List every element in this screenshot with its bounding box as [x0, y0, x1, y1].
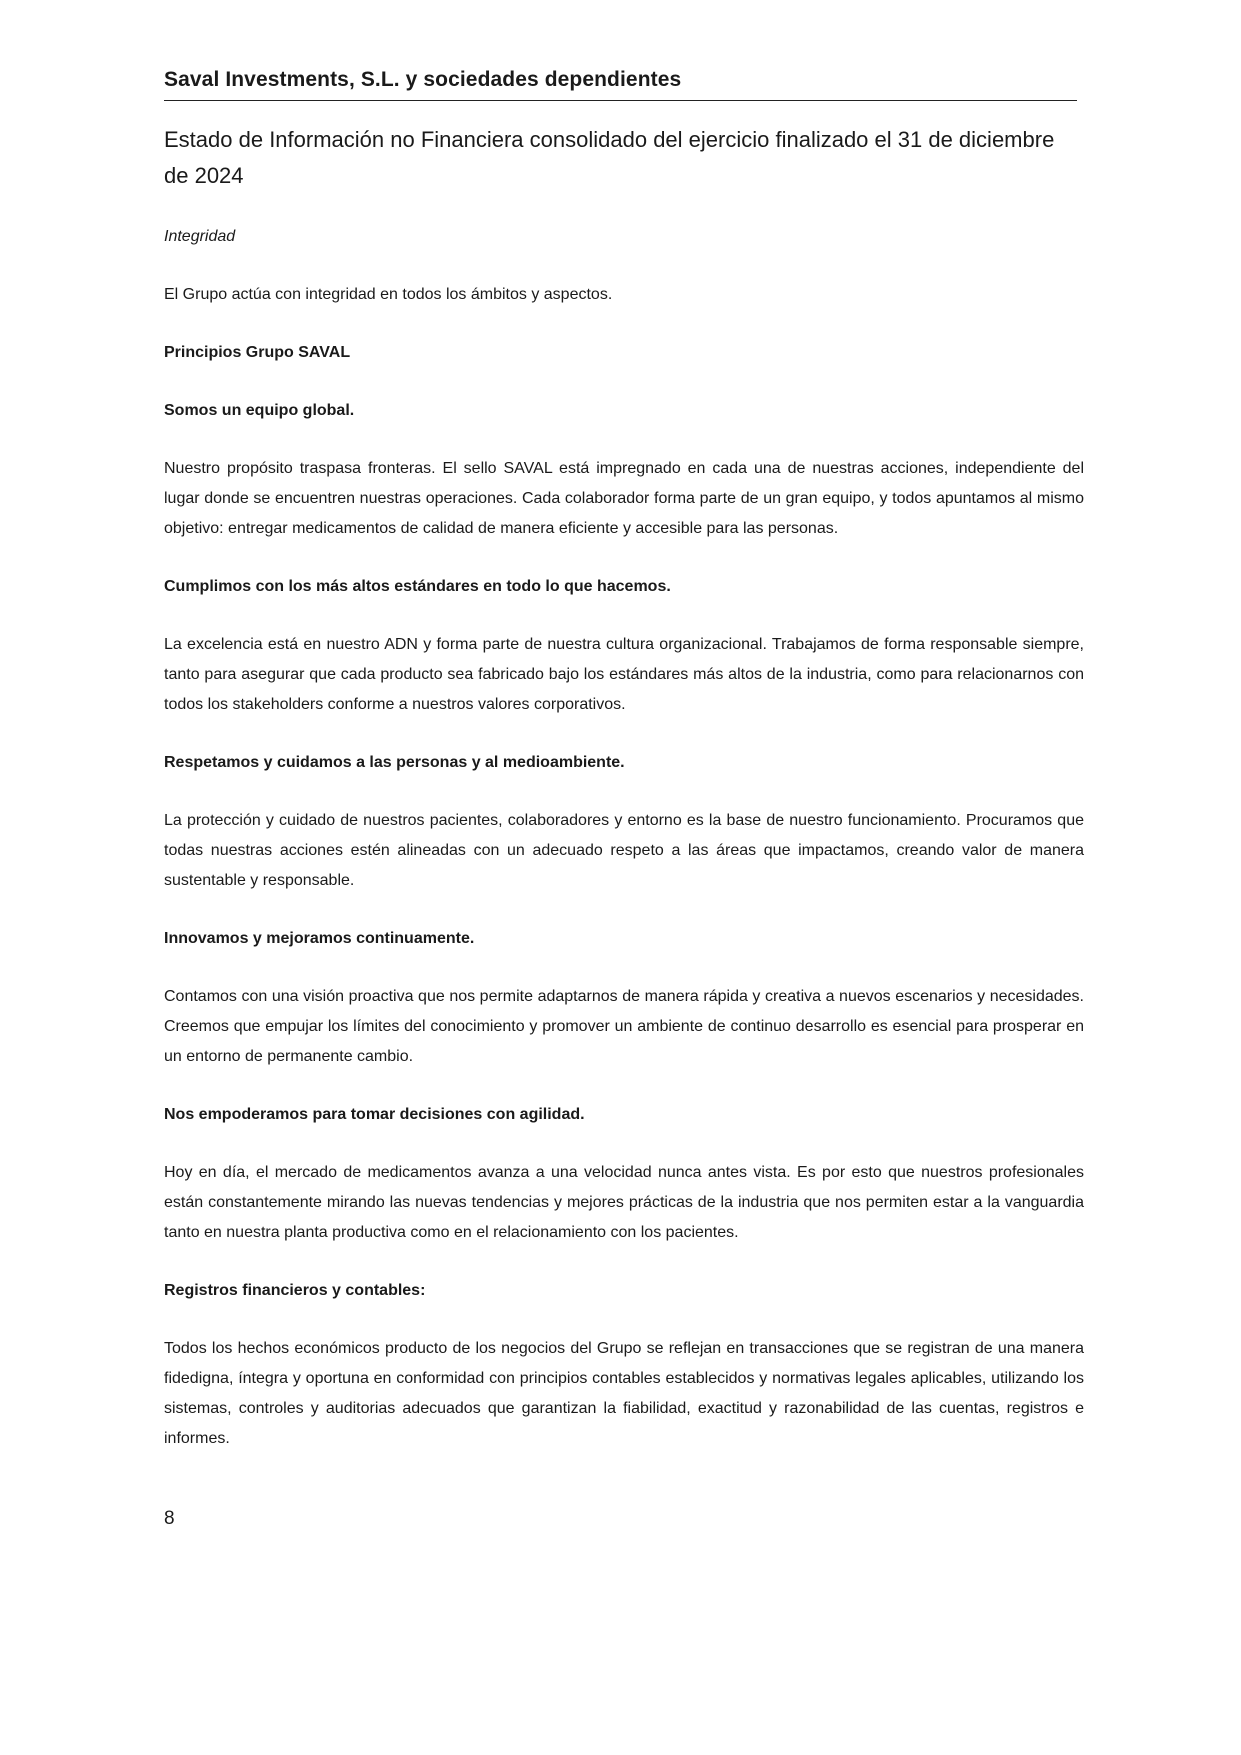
section-label: Integridad — [164, 228, 236, 245]
principle-body: Contamos con una visión proactiva que nos permite adaptarnos de manera rápida y creativa a nuevos escenarios y necesidades. Creemos que empujar los límites del conocimiento y promover un ambiente de continuo desarrollo es esencial para prosperar en un entorno de permanente cambio. — [164, 988, 1084, 1065]
principle-body: La excelencia está en nuestro ADN y forma parte de nuestra cultura organizacional. Trabajamos de forma responsable siempre, tanto para asegurar que cada producto sea fabricado bajo los estándares más altos de la industria, como para relacionarnos con todos los stakeholders conforme a nuestros valores corporativos. — [164, 636, 1084, 713]
document-title: Estado de Información no Financiera consolidado del ejercicio finalizado el 31 de diciembre de 2024 — [164, 127, 1055, 188]
principle-body: Todos los hechos económicos producto de los negocios del Grupo se reflejan en transacciones que se registran de una manera fidedigna, íntegra y oportuna en conformidad con principios contables establecidos y normativas legales aplicables, utilizando los sistemas, controles y auditorias adecuados que garantizan la fiabilidad, exactitud y razonabilidad de las cuentas, registros e informes. — [164, 1340, 1084, 1447]
page-number: 8 — [164, 1508, 175, 1529]
principle-heading: Innovamos y mejoramos continuamente. — [164, 930, 475, 947]
document-body — [164, 222, 1084, 1482]
principle-body: La protección y cuidado de nuestros pacientes, colaboradores y entorno es la base de nuestro funcionamiento. Procuramos que todas nuestras acciones estén alineadas con un adecuado respeto a las áreas que impactamos, creando valor de manera sustentable y responsable. — [164, 812, 1084, 889]
principle-body: Nuestro propósito traspasa fronteras. El sello SAVAL está impregnado en cada una de nuestras acciones, independiente del lugar donde se encuentren nuestras operaciones. Cada colaborador forma parte de un gran equipo, y todos apuntamos al mismo objetivo: entregar medicamentos de calidad de manera eficiente y accesible para las personas. — [164, 460, 1084, 537]
principle-heading: Cumplimos con los más altos estándares en todo lo que hacemos. — [164, 578, 671, 595]
principles-heading: Principios Grupo SAVAL — [164, 344, 351, 361]
header-divider — [164, 100, 1077, 101]
principle-body: Hoy en día, el mercado de medicamentos avanza a una velocidad nunca antes vista. Es por esto que nuestros profesionales están constantemente mirando las nuevas tendencias y mejores prácticas de la industria que nos permiten estar a la vanguardia tanto en nuestra planta productiva como en el relacionamiento con los pacientes. — [164, 1164, 1084, 1241]
principle-heading: Registros financieros y contables: — [164, 1282, 426, 1299]
principle-heading: Somos un equipo global. — [164, 402, 355, 419]
principle-heading: Nos empoderamos para tomar decisiones con agilidad. — [164, 1106, 585, 1123]
intro-paragraph: El Grupo actúa con integridad en todos los ámbitos y aspectos. — [164, 286, 613, 303]
company-name: Saval Investments, S.L. y sociedades dependientes — [164, 68, 682, 91]
principle-heading: Respetamos y cuidamos a las personas y al medioambiente. — [164, 754, 625, 771]
